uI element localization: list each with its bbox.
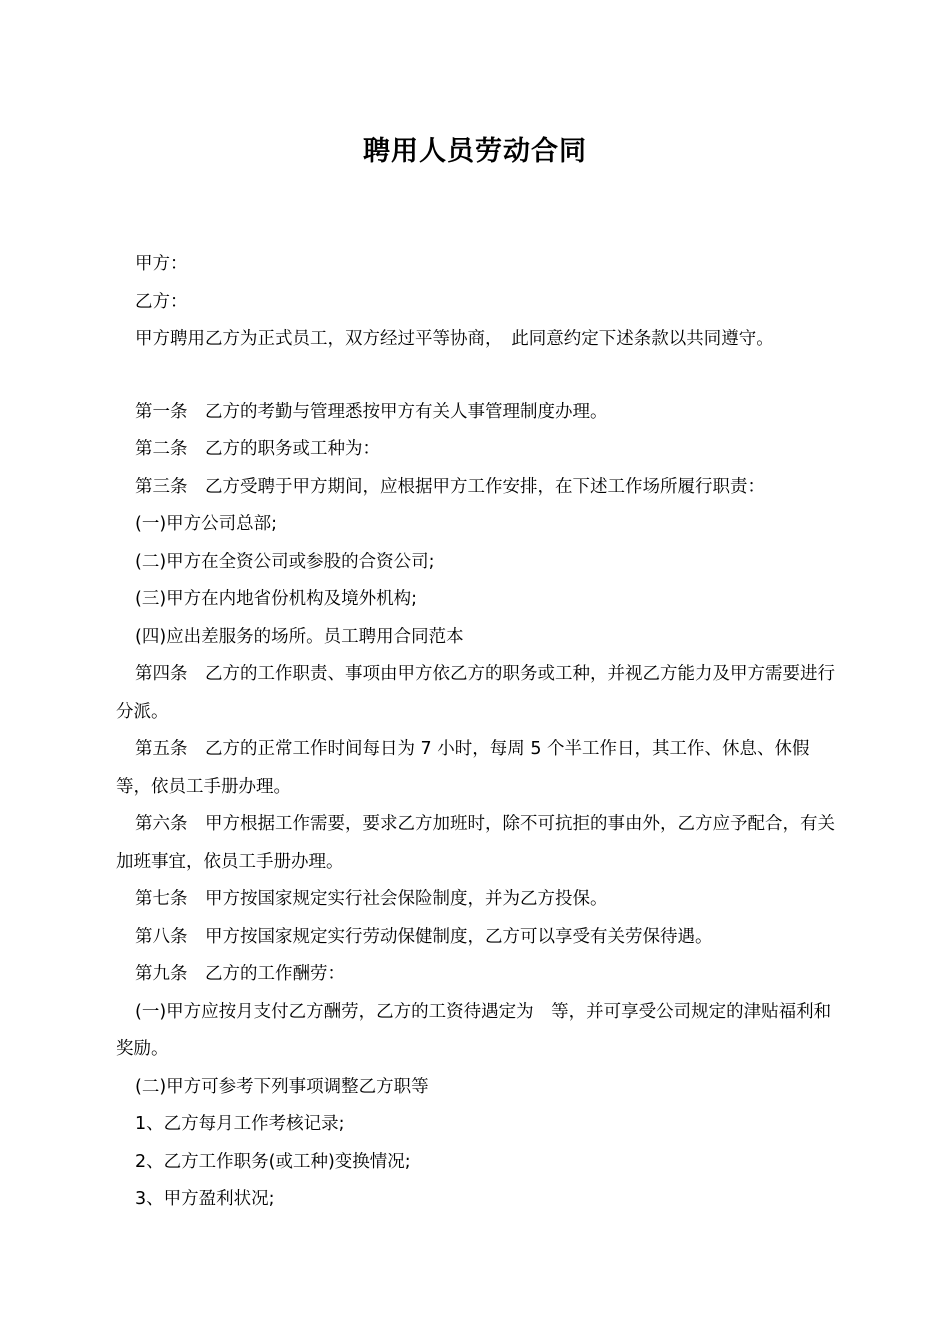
clause-3-item-4: (四)应出差服务的场所。员工聘用合同范本 [135, 626, 464, 647]
clause-9-item-1: (一)甲方应按月支付乙方酬劳，乙方的工资待遇定为 等，并可享受公司规定的津贴福利和奖励。 [116, 1001, 832, 1059]
clause-9: 第九条 乙方的工作酬劳： [135, 964, 345, 984]
clause-2: 第二条 乙方的职务或工种为： [135, 439, 380, 459]
clause-5: 第五条 乙方的正常工作时间每日为 7 小时，每周 5 个半工作日，其工作、休息、休假等，依员工手册办理。 [116, 739, 810, 797]
clause-7: 第七条 甲方按国家规定实行社会保险制度，并为乙方投保。 [135, 889, 608, 909]
clause-8: 第八条 甲方按国家规定实行劳动保健制度，乙方可以享受有关劳保待遇。 [135, 926, 713, 947]
clause-9-sub-3: 3、甲方盈利状况; [135, 1189, 275, 1209]
party-a-line: 甲方： [135, 254, 188, 274]
party-b-line: 乙方： [135, 291, 188, 312]
document-title: 聘用人员劳动合同 [363, 136, 587, 167]
clause-9-item-2: (二)甲方可参考下列事项调整乙方职等 [135, 1076, 429, 1097]
clause-3-item-1: (一)甲方公司总部; [135, 514, 278, 534]
clause-3-item-3: (三)甲方在内地省份机构及境外机构; [135, 589, 418, 609]
clause-3: 第三条 乙方受聘于甲方期间，应根据甲方工作安排，在下述工作场所履行职责： [135, 476, 765, 497]
clause-4: 第四条 乙方的工作职责、事项由甲方依乙方的职务或工种，并视乙方能力及甲方需要进行分派。 [116, 664, 835, 722]
document-body [116, 246, 842, 1219]
clause-1: 第一条 乙方的考勤与管理悉按甲方有关人事管理制度办理。 [135, 401, 608, 422]
clause-3-item-2: (二)甲方在全资公司或参股的合资公司; [135, 551, 435, 572]
clause-6: 第六条 甲方根据工作需要，要求乙方加班时，除不可抗拒的事由外，乙方应予配合，有关加班事宜，依员工手册办理。 [116, 814, 835, 872]
intro-paragraph: 甲方聘用乙方为正式员工，双方经过平等协商， 此同意约定下述条款以共同遵守。 [135, 329, 774, 349]
paragraph-spacer [116, 359, 842, 394]
clause-9-sub-2: 2、乙方工作职务(或工种)变换情况; [135, 1151, 411, 1172]
clause-9-sub-1: 1、乙方每月工作考核记录; [135, 1114, 345, 1134]
